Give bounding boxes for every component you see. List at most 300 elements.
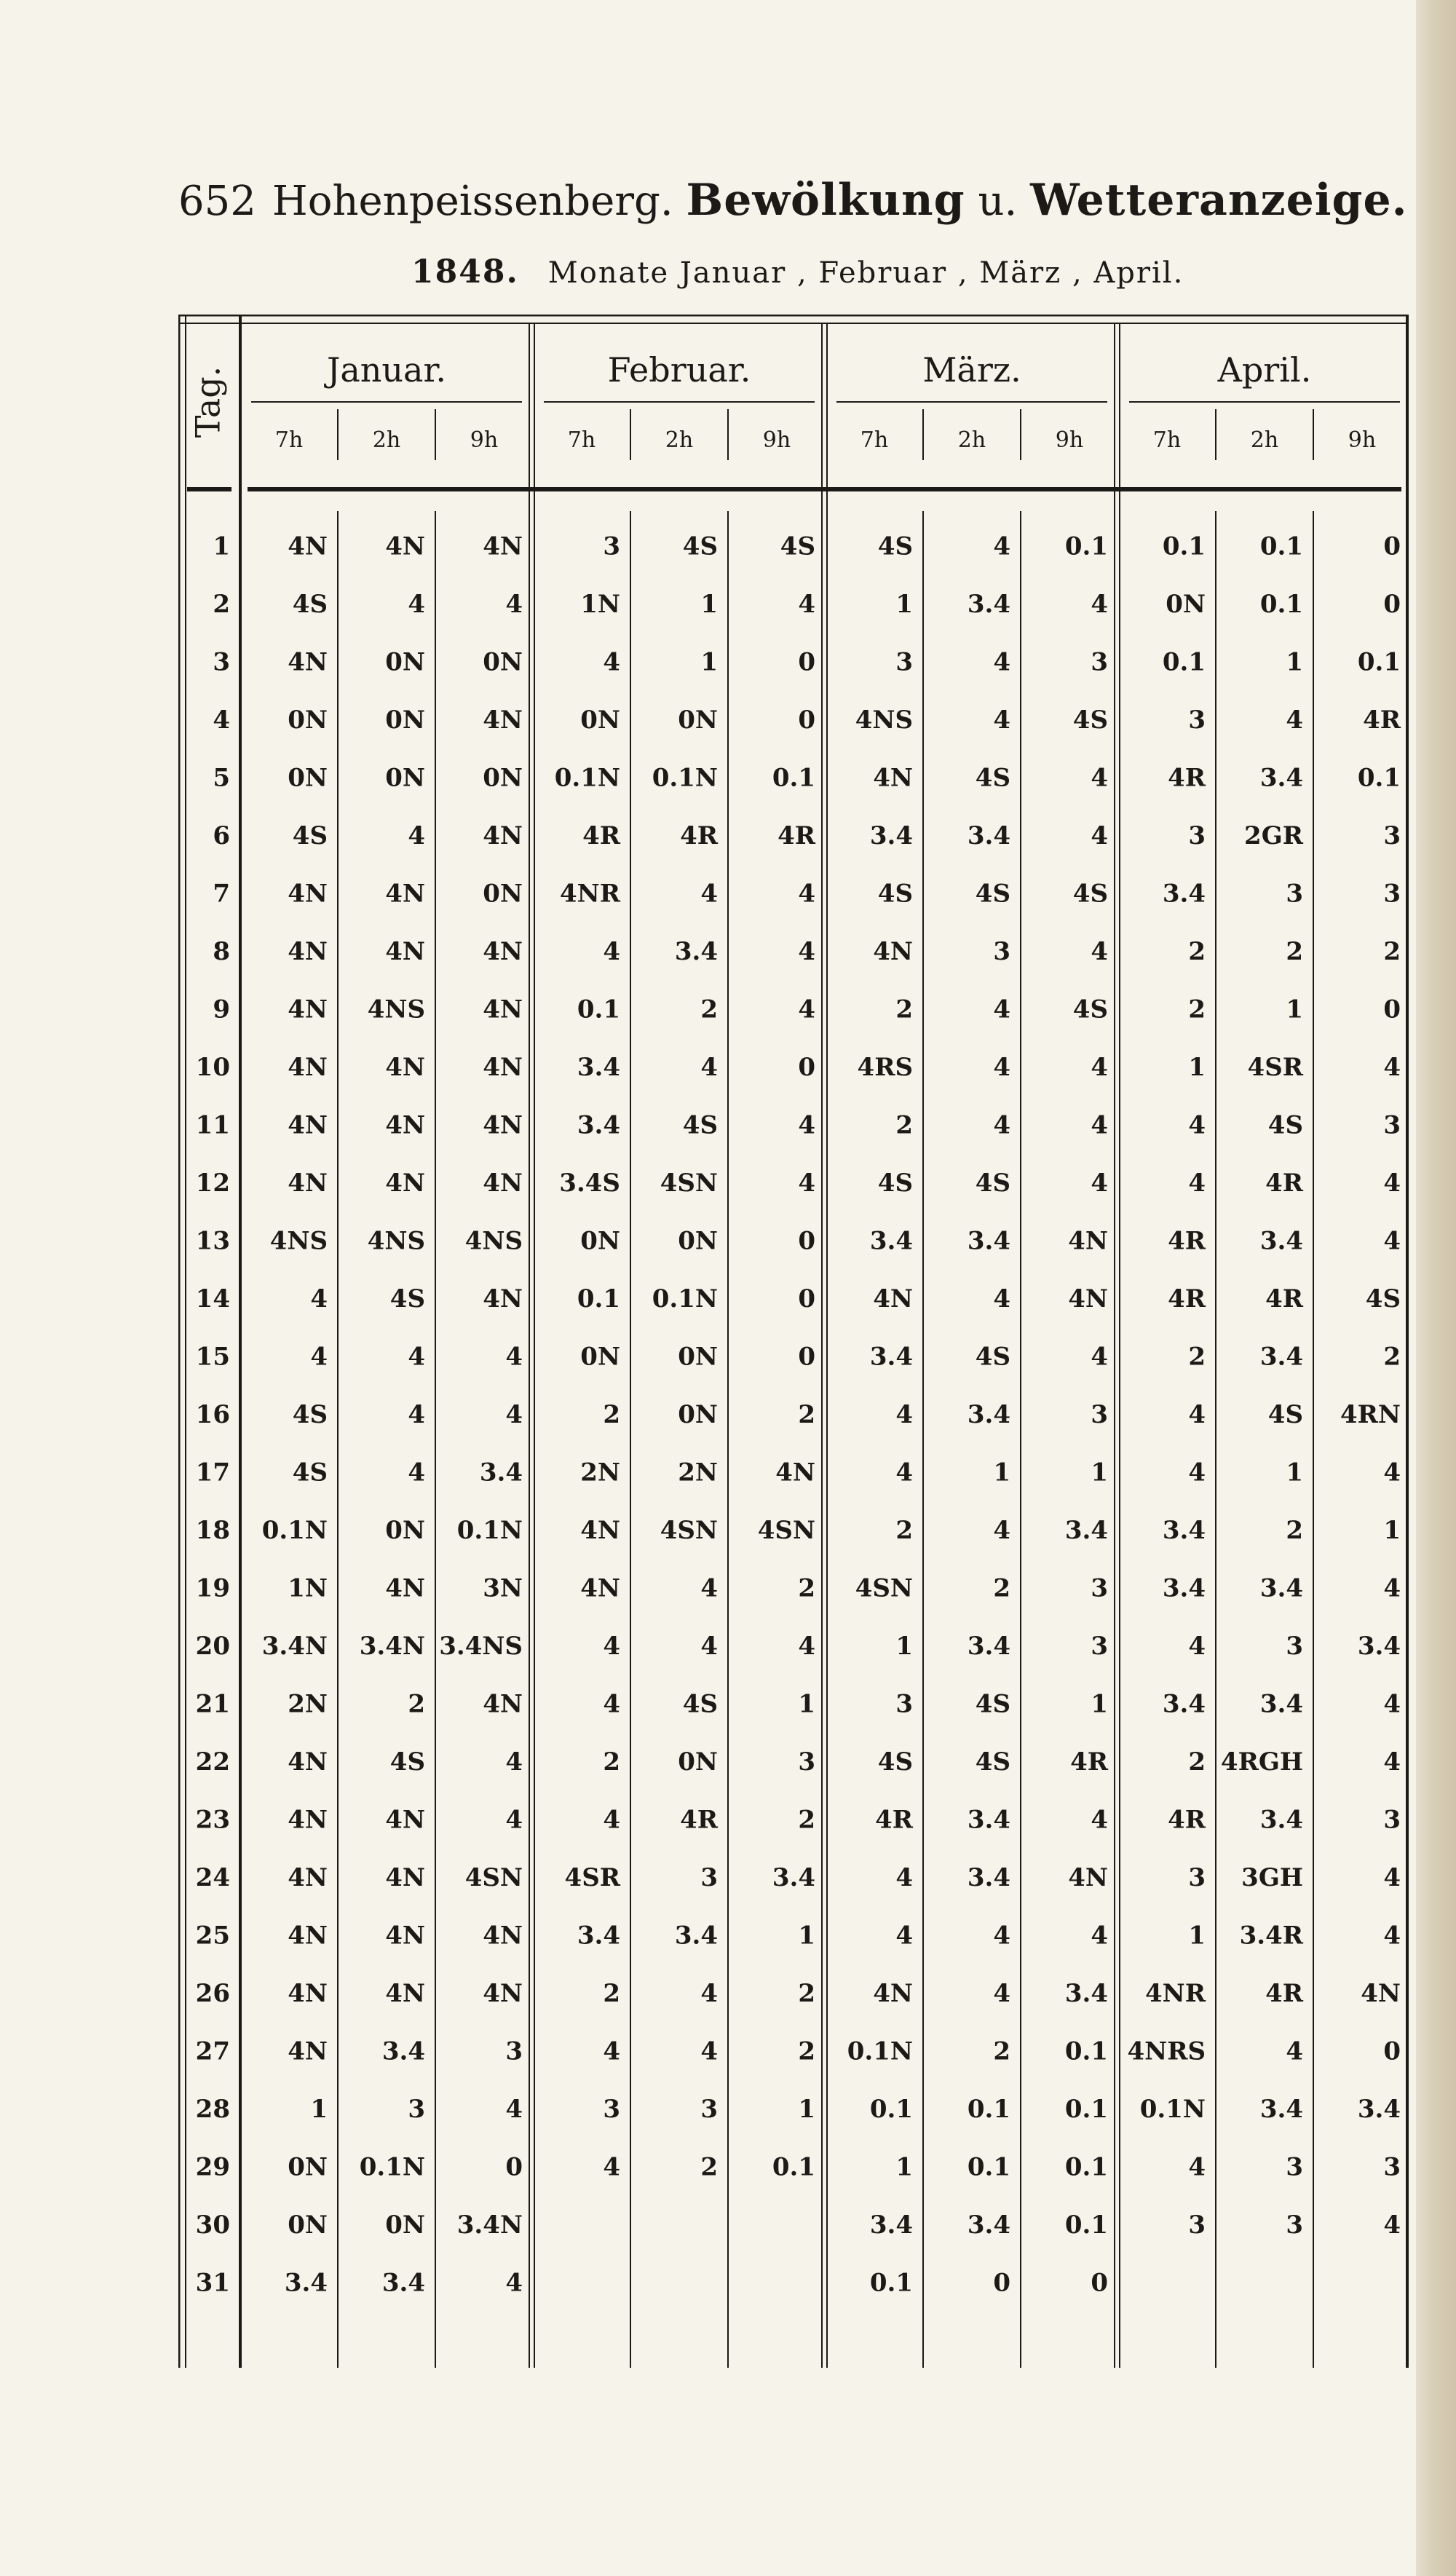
table-cell: 3 — [1091, 1399, 1108, 1429]
table-cell: 4N — [873, 1284, 913, 1313]
table-cell: 4 — [1383, 1689, 1401, 1719]
day-number: 30 — [195, 2210, 230, 2240]
table-cell: 4 — [895, 1862, 913, 1892]
table-cell: 3 — [1286, 1631, 1303, 1661]
table-cell: 2 — [603, 1747, 620, 1777]
table-cell: 4NR — [560, 879, 620, 909]
table-cell: 4 — [603, 2152, 620, 2182]
month-header: April. — [1217, 350, 1312, 390]
day-number: 12 — [195, 1168, 230, 1198]
table-cell: 3.4 — [1259, 1573, 1303, 1603]
table-cell: 0N — [483, 879, 523, 909]
day-number: 24 — [195, 1862, 230, 1892]
table-cell: 3.4R — [1239, 1921, 1303, 1951]
table-cell: 0N — [580, 1342, 620, 1372]
table-cell: 3.4 — [381, 2268, 425, 2298]
table-cell: 3 — [1091, 1573, 1108, 1603]
table-cell: 2 — [895, 995, 913, 1024]
table-cell: 2 — [895, 1110, 913, 1140]
table-cell: 3 — [798, 1747, 815, 1777]
table-cell: 3.4 — [1259, 1805, 1303, 1835]
day-number: 6 — [213, 821, 230, 850]
table-cell: 0.1 — [1259, 532, 1303, 561]
table-cell: 4S — [292, 821, 328, 850]
table-cell: 4N — [288, 1747, 328, 1777]
table-cell: 4N — [873, 1978, 913, 2008]
table-cell: 1 — [1286, 1458, 1303, 1487]
table-cell: 2 — [408, 1689, 425, 1719]
table-cell: 4R — [582, 821, 620, 850]
table-cell: 4N — [483, 936, 523, 966]
table-cell: 4N — [385, 1168, 425, 1198]
hour-header: 9h — [1348, 427, 1377, 453]
table-cell: 4 — [505, 1399, 523, 1429]
table-cell: 3.4 — [577, 1110, 620, 1140]
table-cell: 4 — [700, 2036, 718, 2066]
table-cell: 4N — [385, 1862, 425, 1892]
table-cell: 4 — [505, 2094, 523, 2124]
table-cell: 0N — [678, 1747, 718, 1777]
table-cell: 2 — [1188, 995, 1206, 1024]
table-cell: 3.4N — [456, 2210, 523, 2240]
table-cell: 4 — [798, 936, 815, 966]
table-cell: 0N — [678, 1342, 718, 1372]
table-cell: 1 — [1286, 647, 1303, 677]
table-cell: 4N — [288, 2036, 328, 2066]
hour-header: 2h — [665, 427, 694, 453]
hour-header: 2h — [957, 427, 986, 453]
table-cell: 4 — [895, 1921, 913, 1951]
table-cell: 3 — [1188, 705, 1206, 735]
table-cell: 2 — [895, 1515, 913, 1545]
table-cell: 4N — [385, 1110, 425, 1140]
table-cell: 3.4 — [967, 1805, 1010, 1835]
table-cell: 4N — [288, 879, 328, 909]
day-column-header: Tag. — [188, 366, 228, 438]
table-cell: 0N — [483, 647, 523, 677]
table-cell: 4S — [1365, 1284, 1401, 1313]
table-cell: 4N — [385, 532, 425, 561]
table-cell: 4S — [682, 1110, 718, 1140]
table-cell: 0.1N — [652, 1284, 718, 1313]
table-cell: 4S — [975, 1168, 1010, 1198]
table-cell: 4 — [408, 589, 425, 619]
table-cell: 0 — [798, 1226, 815, 1256]
table-cell: 3.4 — [284, 2268, 328, 2298]
table-cell: 3.4S — [559, 1168, 620, 1198]
table-cell: 4 — [1091, 1805, 1108, 1835]
month-header: Februar. — [607, 350, 751, 390]
table-cell: 4R — [1265, 1168, 1303, 1198]
table-cell: 0N — [678, 1226, 718, 1256]
table-cell: 2 — [798, 2036, 815, 2066]
table-cell: 4S — [877, 532, 913, 561]
table-cell: 1 — [798, 2094, 815, 2124]
table-cell: 4 — [603, 2036, 620, 2066]
hour-header: 7h — [567, 427, 596, 453]
day-number: 11 — [195, 1110, 230, 1140]
table-cell: 3.4 — [772, 1862, 815, 1892]
table-cell: 1 — [1286, 995, 1303, 1024]
table-cell: 4N — [385, 1978, 425, 2008]
table-cell: 0.1 — [1064, 2094, 1108, 2124]
table-cell: 3 — [700, 1862, 718, 1892]
table-cell: 2 — [1188, 936, 1206, 966]
table-cell: 0N — [385, 2210, 425, 2240]
table-cell: 0N — [288, 705, 328, 735]
table-cell: 4N — [1068, 1226, 1108, 1256]
table-cell: 0.1N — [847, 2036, 913, 2066]
table-cell: 2 — [993, 1573, 1010, 1603]
table-cell: 4N — [483, 1110, 523, 1140]
table-cell: 4 — [798, 1631, 815, 1661]
table-cell: 3GH — [1241, 1862, 1303, 1892]
table-cell: 0.1N — [261, 1515, 328, 1545]
table-cell: 4 — [798, 589, 815, 619]
table-cell: 4N — [873, 936, 913, 966]
day-number: 27 — [195, 2036, 230, 2066]
table-cell: 0.1 — [772, 763, 815, 793]
table-cell: 4S — [389, 1284, 425, 1313]
table-cell: 0 — [1091, 2268, 1108, 2298]
table-cell: 4 — [993, 705, 1010, 735]
table-cell: 4 — [603, 1689, 620, 1719]
table-cell: 3.4 — [381, 2036, 425, 2066]
table-cell: 3.4 — [869, 2210, 913, 2240]
table-cell: 4S — [877, 879, 913, 909]
table-cell: 4 — [1188, 1399, 1206, 1429]
table-cell: 0N — [483, 763, 523, 793]
table-cell: 4R — [680, 821, 718, 850]
table-cell: 4R — [1363, 705, 1401, 735]
page-header — [178, 175, 1416, 226]
table-cell: 4 — [798, 1168, 815, 1198]
table-cell: 4S — [389, 1747, 425, 1777]
table-cell: 0N — [678, 705, 718, 735]
page-number: 652 — [178, 178, 256, 225]
table-cell: 4N — [288, 1978, 328, 2008]
table-cell: 0 — [798, 1284, 815, 1313]
table-cell: 3 — [1188, 1862, 1206, 1892]
table-cell: 4 — [603, 936, 620, 966]
table-cell: 4R — [1265, 1284, 1303, 1313]
table-cell: 0.1 — [1357, 763, 1401, 793]
table-cell: 4 — [1383, 1226, 1401, 1256]
table-cell: 2 — [1383, 1342, 1401, 1372]
table-cell: 2 — [603, 1399, 620, 1429]
table-cell: 4 — [1286, 2036, 1303, 2066]
table-cell: 4S — [780, 532, 815, 561]
table-cell: 3.4 — [869, 1226, 913, 1256]
table-cell: 3.4 — [1259, 2094, 1303, 2124]
table-cell: 4S — [682, 532, 718, 561]
table-cell: 0N — [385, 763, 425, 793]
table-cell: 4 — [603, 1805, 620, 1835]
table-cell: 1N — [288, 1573, 328, 1603]
table-cell: 3.4 — [1064, 1515, 1108, 1545]
day-number: 1 — [213, 532, 230, 561]
table-cell: 4 — [1383, 1458, 1401, 1487]
table-cell: 4 — [993, 1978, 1010, 2008]
month-header: Januar. — [326, 350, 447, 390]
table-cell: 3 — [1383, 2152, 1401, 2182]
table-cell: 4 — [993, 647, 1010, 677]
table-cell: 4 — [993, 1052, 1010, 1082]
table-cell: 4 — [1188, 1631, 1206, 1661]
table-cell: 4 — [1091, 821, 1108, 850]
table-cell: 4N — [483, 821, 523, 850]
table-cell: 4NS — [367, 995, 425, 1024]
table-cell: 1 — [798, 1689, 815, 1719]
table-cell: 4 — [310, 1342, 328, 1372]
table-cell: 3.4 — [1064, 1978, 1108, 2008]
table-cell: 3.4 — [1162, 1573, 1206, 1603]
table-cell: 4 — [798, 879, 815, 909]
table-cell: 4 — [1091, 589, 1108, 619]
weather-table — [178, 315, 1409, 2368]
table-cell: 4N — [385, 879, 425, 909]
table-cell: 0N — [580, 705, 620, 735]
table-cell: 1 — [1188, 1052, 1206, 1082]
table-cell: 1 — [700, 647, 718, 677]
table-cell: 0.1 — [1064, 2152, 1108, 2182]
table-cell: 0.1 — [1064, 2210, 1108, 2240]
hour-header: 9h — [1055, 427, 1084, 453]
table-cell: 4NS — [464, 1226, 523, 1256]
table-cell: 4N — [483, 995, 523, 1024]
table-cell: 3 — [895, 647, 913, 677]
table-cell: 4NRS — [1127, 2036, 1206, 2066]
table-cell: 2 — [603, 1978, 620, 2008]
table-cell: 0 — [1383, 589, 1401, 619]
table-cell: 4 — [408, 1342, 425, 1372]
day-number: 4 — [213, 705, 230, 735]
table-cell: 4S — [877, 1747, 913, 1777]
hour-header: 2h — [372, 427, 401, 453]
table-cell: 4N — [288, 1052, 328, 1082]
table-cell: 3.4 — [1357, 1631, 1401, 1661]
table-cell: 2 — [798, 1805, 815, 1835]
table-cell: 4 — [505, 1342, 523, 1372]
table-cell: 4S — [975, 1342, 1010, 1372]
table-cell: 2 — [1188, 1747, 1206, 1777]
table-cell: 3.4 — [967, 1399, 1010, 1429]
table-cell: 4 — [1091, 1052, 1108, 1082]
day-number: 2 — [213, 589, 230, 619]
table-cell: 1 — [798, 1921, 815, 1951]
table-cell: 4 — [1383, 1168, 1401, 1198]
day-number: 9 — [213, 995, 230, 1024]
table-cell: 4 — [1188, 2152, 1206, 2182]
day-number: 16 — [195, 1399, 230, 1429]
table-cell: 4R — [1168, 1805, 1206, 1835]
table-cell: 3.4 — [1357, 2094, 1401, 2124]
hour-header: 9h — [470, 427, 499, 453]
table-cell: 0 — [1383, 532, 1401, 561]
table-cell: 4NS — [269, 1226, 328, 1256]
day-number: 22 — [195, 1747, 230, 1777]
table-cell: 1 — [895, 589, 913, 619]
table-cell: 0N — [288, 2152, 328, 2182]
table-cell: 4N — [1068, 1862, 1108, 1892]
table-cell: 4SR — [1247, 1052, 1303, 1082]
table-cell: 4N — [288, 995, 328, 1024]
table-cell: 4NS — [367, 1226, 425, 1256]
table-cell: 3.4 — [967, 1226, 1010, 1256]
table-cell: 4 — [408, 821, 425, 850]
table-cell: 1 — [1091, 1458, 1108, 1487]
hour-header: 7h — [1152, 427, 1182, 453]
table-cell: 0 — [505, 2152, 523, 2182]
table-cell: 3 — [1091, 647, 1108, 677]
table-cell: 4N — [483, 1168, 523, 1198]
table-cell: 3 — [993, 936, 1010, 966]
table-cell: 3.4 — [1259, 1689, 1303, 1719]
table-cell: 4N — [288, 647, 328, 677]
table-cell: 0.1N — [1139, 2094, 1206, 2124]
table-cell: 4 — [505, 589, 523, 619]
table-cell: 3.4N — [359, 1631, 425, 1661]
hour-header: 7h — [274, 427, 304, 453]
table-cell: 4 — [700, 1978, 718, 2008]
table-cell: 4S — [975, 1747, 1010, 1777]
table-cell: 3 — [1188, 821, 1206, 850]
table-cell: 4S — [975, 1689, 1010, 1719]
table-cell: 2 — [798, 1399, 815, 1429]
table-cell: 4 — [310, 1284, 328, 1313]
table-cell: 4SN — [757, 1515, 815, 1545]
table-cell: 3 — [700, 2094, 718, 2124]
table-cell: 4N — [483, 1052, 523, 1082]
table-cell: 4S — [1267, 1399, 1303, 1429]
day-number: 3 — [213, 647, 230, 677]
table-cell: 3 — [1383, 821, 1401, 850]
table-cell: 3.4 — [1162, 879, 1206, 909]
table-cell: 4N — [385, 1052, 425, 1082]
table-cell: 4N — [483, 1284, 523, 1313]
table-cell: 4S — [1267, 1110, 1303, 1140]
table-cell: 0 — [798, 705, 815, 735]
table-cell: 3.4 — [967, 1631, 1010, 1661]
table-cell: 3 — [1286, 2152, 1303, 2182]
table-cell: 2GR — [1244, 821, 1303, 850]
table-cell: 4N — [288, 1862, 328, 1892]
table-cell: 0.1 — [1357, 647, 1401, 677]
table-cell: 1N — [580, 589, 620, 619]
table-cell: 1 — [1383, 1515, 1401, 1545]
day-number: 18 — [195, 1515, 230, 1545]
table-cell: 2N — [580, 1458, 620, 1487]
table-cell: 3.4 — [967, 589, 1010, 619]
table-cell: 0.1N — [554, 763, 620, 793]
table-cell: 4N — [873, 763, 913, 793]
table-cell: 0 — [798, 647, 815, 677]
table-cell: 4N — [385, 936, 425, 966]
table-cell: 3.4 — [577, 1052, 620, 1082]
table-cell: 4N — [288, 1921, 328, 1951]
table-cell: 4N — [483, 705, 523, 735]
table-cell: 4R — [1168, 1284, 1206, 1313]
day-number: 28 — [195, 2094, 230, 2124]
day-number: 17 — [195, 1458, 230, 1487]
table-cell: 0.1N — [456, 1515, 523, 1545]
table-cell: 0.1 — [577, 1284, 620, 1313]
table-cell: 3.4 — [479, 1458, 523, 1487]
table-cell: 3 — [603, 532, 620, 561]
table-cell: 0N — [678, 1399, 718, 1429]
table-cell: 2N — [678, 1458, 718, 1487]
table-cell: 4R — [1168, 763, 1206, 793]
table-cell: 4 — [993, 995, 1010, 1024]
day-number: 25 — [195, 1921, 230, 1951]
table-cell: 4 — [408, 1458, 425, 1487]
table-cell: 0.1 — [869, 2094, 913, 2124]
table-cell: 3 — [1286, 879, 1303, 909]
table-cell: 1 — [993, 1458, 1010, 1487]
day-number: 5 — [213, 763, 230, 793]
table-cell: 0.1 — [1162, 532, 1206, 561]
table-cell: 0N — [1166, 589, 1206, 619]
table-cell: 2 — [798, 1573, 815, 1603]
table-cell: 2 — [1286, 936, 1303, 966]
table-cell: 2 — [1286, 1515, 1303, 1545]
table-cell: 1 — [895, 1631, 913, 1661]
table-cell: 3.4 — [967, 1862, 1010, 1892]
table-cell: 4N — [1361, 1978, 1401, 2008]
table-cell: 3.4 — [674, 936, 718, 966]
table-cell: 4S — [975, 763, 1010, 793]
table-cell: 4 — [700, 1052, 718, 1082]
day-number: 26 — [195, 1978, 230, 2008]
table-cell: 3 — [408, 2094, 425, 2124]
table-cell: 4 — [700, 879, 718, 909]
table-cell: 4 — [1091, 1168, 1108, 1198]
months-label: Monate Januar , Februar , März , April. — [547, 256, 1184, 290]
table-cell: 4R — [1168, 1226, 1206, 1256]
table-cell: 4N — [385, 1921, 425, 1951]
hour-header: 7h — [860, 427, 889, 453]
table-cell: 0 — [1383, 995, 1401, 1024]
table-cell: 3 — [1091, 1631, 1108, 1661]
table-cell: 4S — [1072, 705, 1108, 735]
table-cell: 3N — [483, 1573, 523, 1603]
table-cell: 4N — [1068, 1284, 1108, 1313]
table-cell: 4N — [580, 1573, 620, 1603]
table-cell: 4S — [292, 1399, 328, 1429]
table-cell: 4 — [1383, 1573, 1401, 1603]
table-cell: 4 — [993, 1921, 1010, 1951]
table-cell: 4R — [778, 821, 815, 850]
table-cell: 4SR — [564, 1862, 620, 1892]
table-cell: 4S — [877, 1168, 913, 1198]
table-cell: 4S — [1072, 879, 1108, 909]
table-cell: 4 — [1091, 936, 1108, 966]
day-number: 21 — [195, 1689, 230, 1719]
table-cell: 0 — [798, 1052, 815, 1082]
place-name: Hohenpeissenberg. — [272, 178, 673, 225]
table-cell: 0N — [580, 1226, 620, 1256]
table-cell: 3.4 — [869, 821, 913, 850]
table-cell: 4 — [1383, 1052, 1401, 1082]
table-cell: 4 — [505, 1805, 523, 1835]
table-cell: 3 — [1286, 2210, 1303, 2240]
table-cell: 4RGH — [1220, 1747, 1303, 1777]
table-cell: 3.4 — [1259, 1342, 1303, 1372]
table-cell: 4 — [1286, 705, 1303, 735]
day-number: 31 — [195, 2268, 230, 2298]
table-cell: 1 — [1188, 1921, 1206, 1951]
table-cell: 0.1 — [1162, 647, 1206, 677]
